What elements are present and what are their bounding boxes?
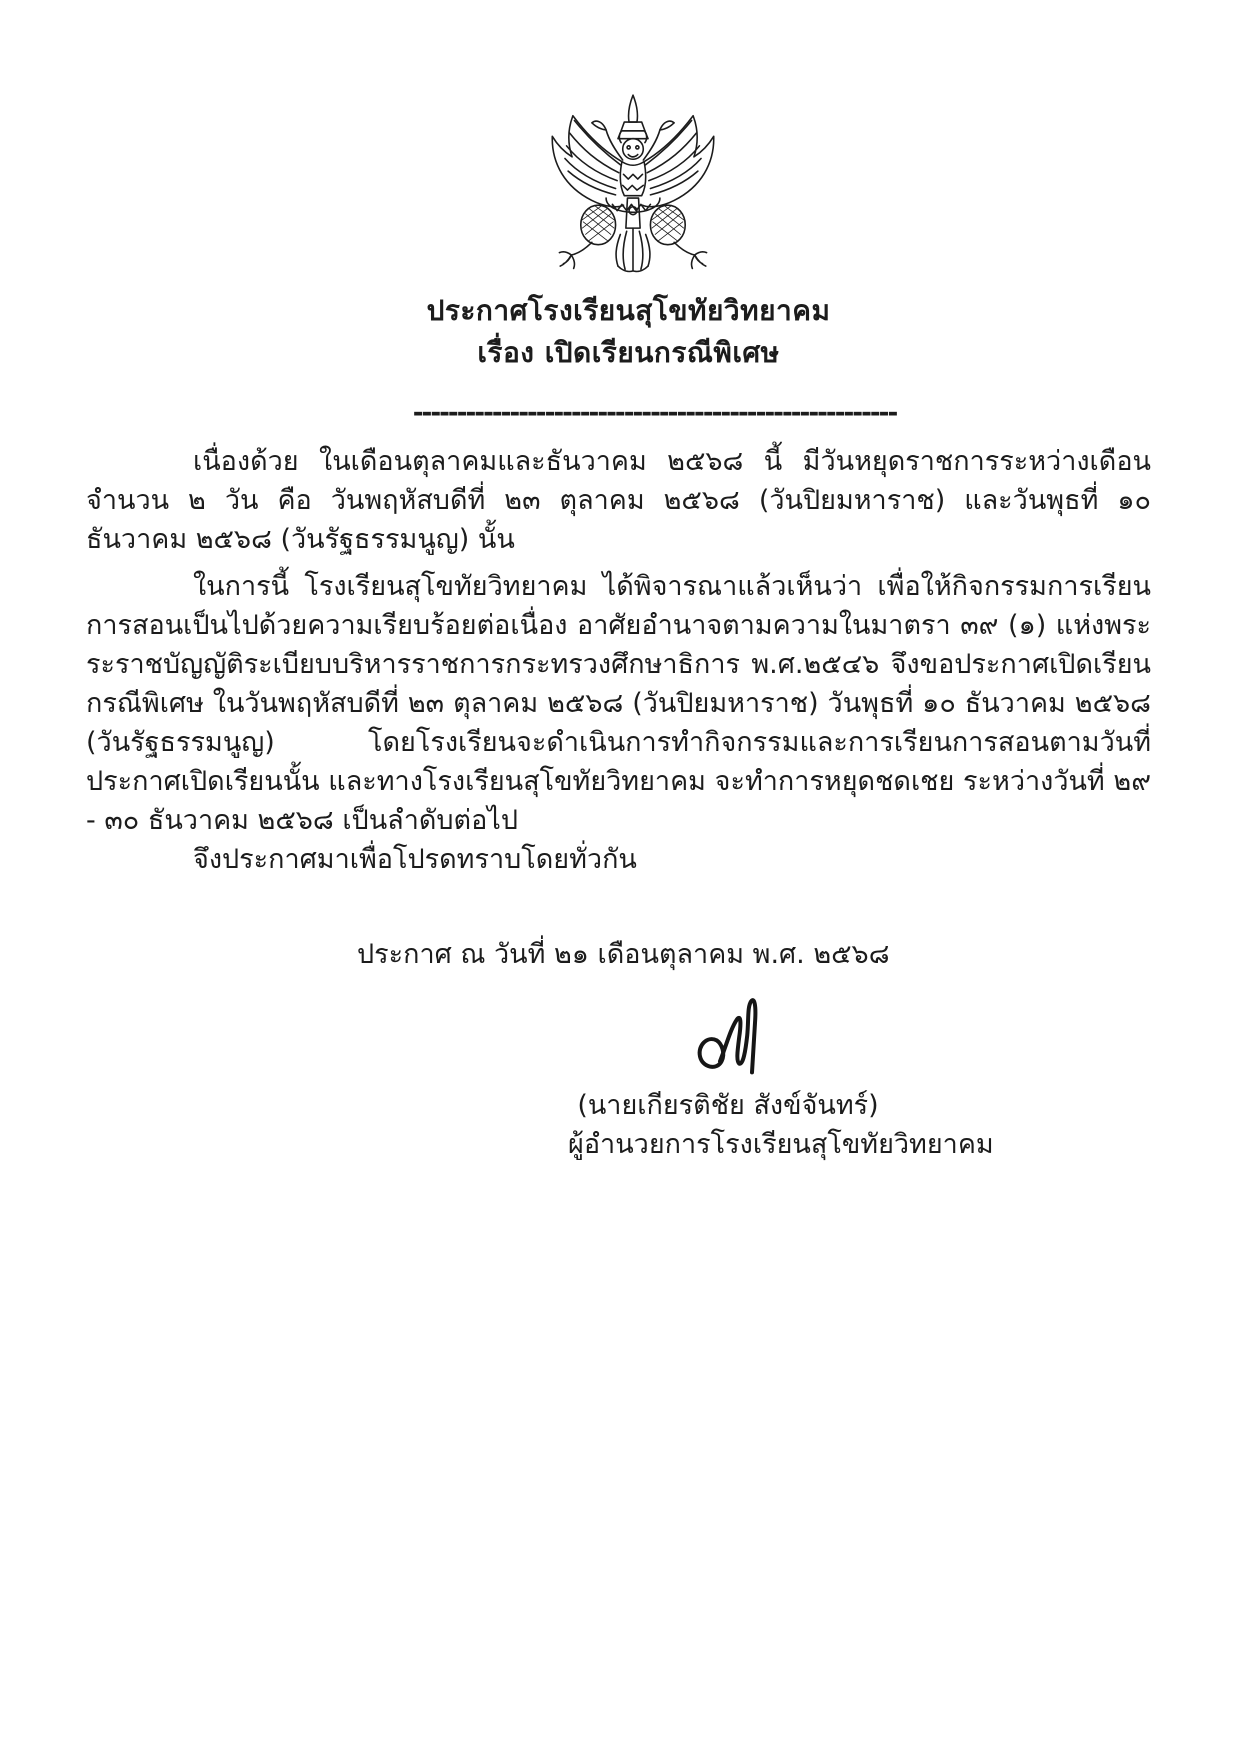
announcement-subject: เรื่อง เปิดเรียนกรณีพิเศษ	[477, 336, 780, 369]
garuda-emblem-icon	[545, 92, 721, 274]
document-body	[86, 442, 1151, 879]
signatory-name: (นายเกียรติชัย สังข์จันทร์)	[577, 1090, 879, 1121]
dashed-separator: -------------------------------------------------------	[412, 398, 897, 428]
announcement-date-line: ประกาศ ณ วันที่ ๒๑ เดือนตุลาคม พ.ศ. ๒๕๖๘	[357, 939, 890, 970]
announcement-title: ประกาศโรงเรียนสุโขทัยวิทยาคม	[426, 294, 831, 327]
title-block	[8, 290, 1241, 374]
closing-statement: จึงประกาศมาเพื่อโปรดทราบโดยทั่วกัน	[193, 844, 637, 875]
body-paragraph: เนื่องด้วย ในเดือนตุลาคมและธันวาคม ๒๕๖๘ นี้ มีวันหยุดราชการระหว่างเดือนจำนวน ๒ วัน คือ วันพฤหัสบดีที่ ๒๓ ตุลาคม ๒๕๖๘ (วันปิยมหาราช) และวันพุธที่ ๑๐ ธันวาคม ๒๕๖๘ (วันรัฐธรรมนูญ) นั้น	[86, 446, 1151, 555]
signatory-position: ผู้อำนวยการโรงเรียนสุโขทัยวิทยาคม	[568, 1129, 994, 1160]
garuda-emblem	[545, 92, 721, 274]
body-paragraph: ในการนี้ โรงเรียนสุโขทัยวิทยาคม ได้พิจารณาแล้วเห็นว่า เพื่อให้กิจกรรมการเรียนการสอนเป็นไปด้วยความเรียบร้อยต่อเนื่อง อาศัยอำนาจตามความในมาตรา ๓๙ (๑) แห่งพระระราชบัญญัติระเบียบบริหารราชการกระทรวงศึกษาธิการ พ.ศ.๒๕๔๖ จึงขอประกาศเปิดเรียนกรณีพิเศษ ในวันพฤหัสบดีที่ ๒๓ ตุลาคม ๒๕๖๘ (วันปิยมหาราช) วันพุธที่ ๑๐ ธันวาคม ๒๕๖๘ (วันรัฐธรรมนูญ) โดยโรงเรียนจะดำเนินการทำกิจกรรมและการเรียนการสอนตามวันที่ประกาศเปิดเรียนนั้น และทางโรงเรียนสุโขทัยวิทยาคม จะทำการหยุดชดเชย ระหว่างวันที่ ๒๙ - ๓๐ ธันวาคม ๒๕๖๘ เป็นลำดับต่อไป	[86, 571, 1151, 836]
handwritten-signature	[688, 994, 768, 1082]
signature-block	[568, 994, 994, 1164]
